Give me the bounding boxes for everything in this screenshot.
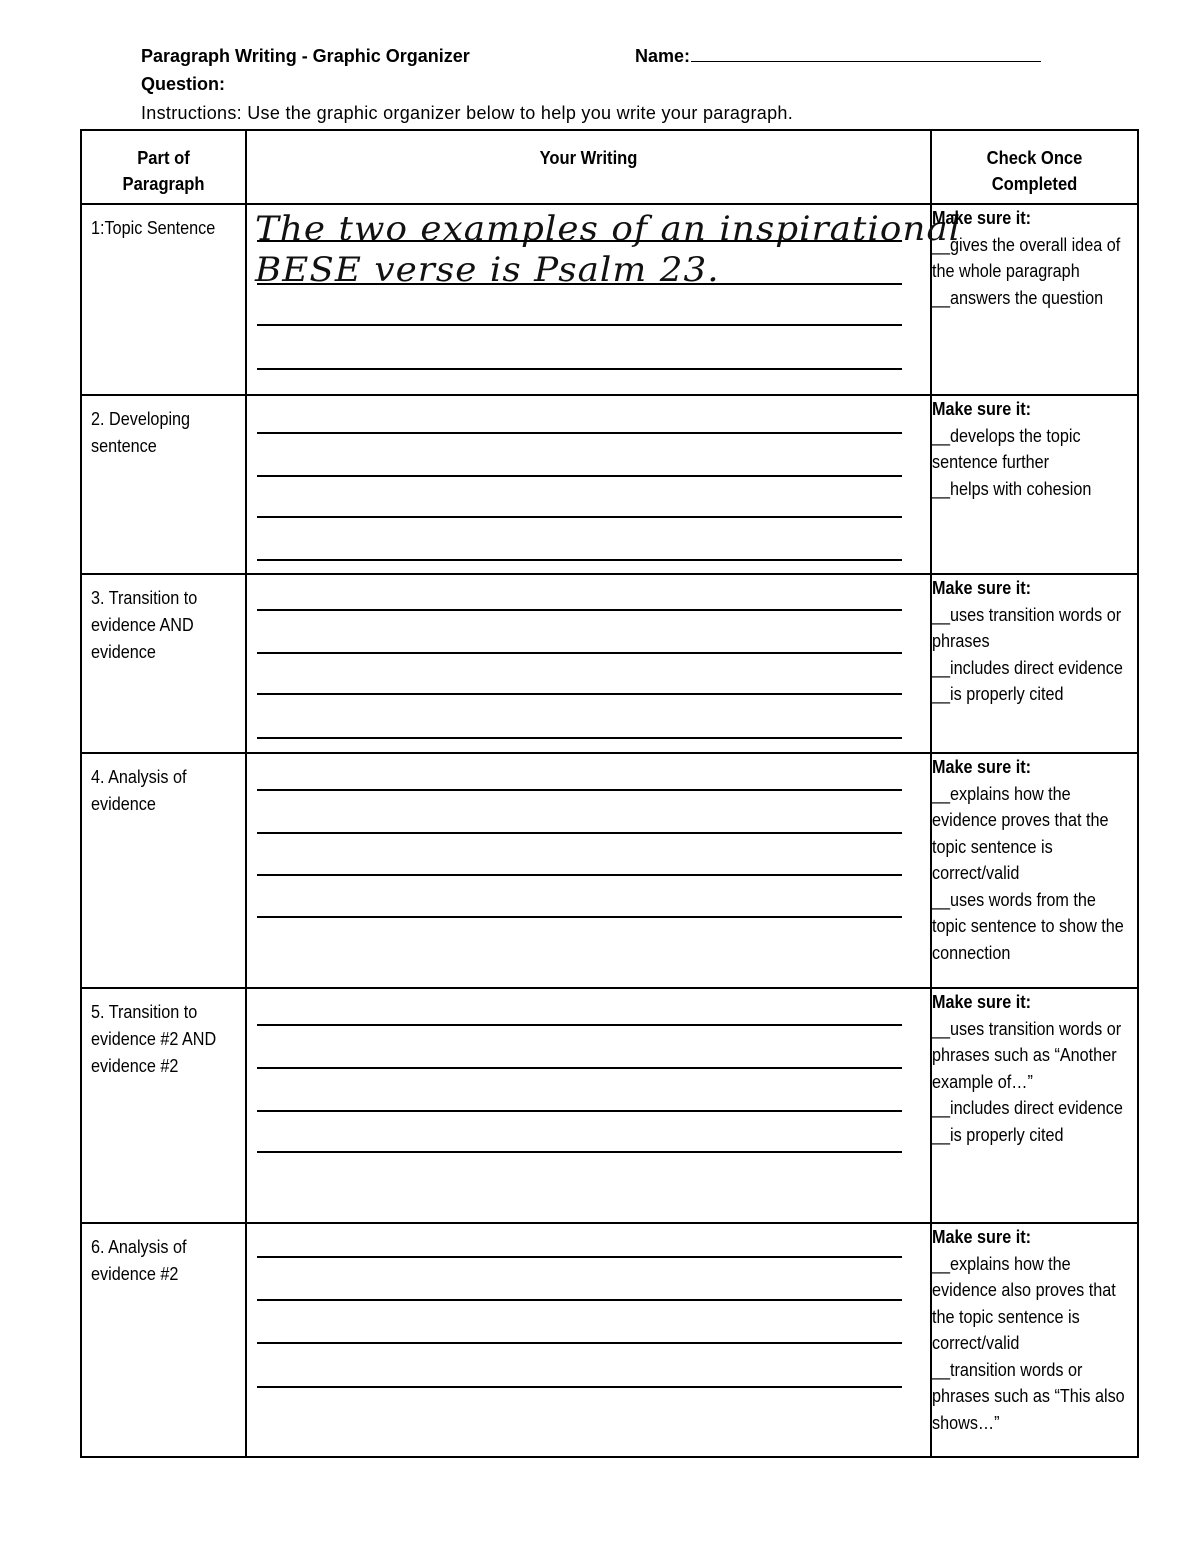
writing-line[interactable] xyxy=(257,874,902,876)
part-cell xyxy=(81,204,246,395)
writing-line[interactable] xyxy=(257,516,902,518)
writing-line[interactable] xyxy=(257,283,902,285)
checklist-cell xyxy=(931,988,1138,1223)
writing-line[interactable] xyxy=(257,693,902,695)
table-row xyxy=(81,753,1138,988)
writing-line[interactable] xyxy=(257,1386,902,1388)
writing-line[interactable] xyxy=(257,1024,902,1026)
checklist-title: Make sure it: xyxy=(932,208,1032,228)
graphic-organizer-table xyxy=(80,129,1139,1458)
checklist-item[interactable]: __transition words or phrases such as “This also shows…” xyxy=(932,1359,1125,1433)
page-title: Paragraph Writing - Graphic Organizer xyxy=(141,46,470,66)
writing-area[interactable] xyxy=(246,988,931,1223)
writing-line[interactable] xyxy=(257,652,902,654)
checklist-item[interactable]: __uses transition words or phrases xyxy=(932,604,1122,651)
part-label: 3. Transition to evidence AND evidence xyxy=(91,588,198,662)
part-cell xyxy=(81,574,246,753)
table-row xyxy=(81,574,1138,753)
checklist-item[interactable]: __explains how the evidence proves that the topic sentence is correct/valid xyxy=(932,783,1109,883)
writing-line[interactable] xyxy=(257,432,902,434)
writing-line[interactable] xyxy=(257,475,902,477)
header-part-of-paragraph: Part of Paragraph xyxy=(81,130,246,204)
writing-line[interactable] xyxy=(257,832,902,834)
table-row xyxy=(81,204,1138,395)
checklist-cell xyxy=(931,1223,1138,1457)
handwritten-line: The two examples of an inspirational xyxy=(255,209,962,249)
writing-area[interactable] xyxy=(246,574,931,753)
part-label: 4. Analysis of evidence xyxy=(91,767,187,814)
writing-line[interactable] xyxy=(257,1151,902,1153)
name-field[interactable] xyxy=(635,46,1041,67)
checklist-item[interactable]: __is properly cited xyxy=(932,684,1064,704)
handwritten-line: BESE verse is Psalm 23. xyxy=(255,250,720,290)
writing-line[interactable] xyxy=(257,737,902,739)
header-check-once-completed: Check Once Completed xyxy=(931,130,1138,204)
writing-line[interactable] xyxy=(257,240,902,242)
writing-line[interactable] xyxy=(257,559,902,561)
part-cell xyxy=(81,1223,246,1457)
writing-line[interactable] xyxy=(257,368,902,370)
writing-line[interactable] xyxy=(257,916,902,918)
part-label: 5. Transition to evidence #2 AND evidence #2 xyxy=(91,1002,217,1076)
writing-line[interactable] xyxy=(257,324,902,326)
checklist-item[interactable]: __uses transition words or phrases such as “Another example of…” xyxy=(932,1018,1122,1092)
checklist-item[interactable]: __answers the question xyxy=(932,287,1104,308)
writing-line[interactable] xyxy=(257,1110,902,1112)
header-your-writing: Your Writing xyxy=(246,130,931,204)
checklist-item[interactable]: __helps with cohesion xyxy=(932,478,1092,499)
checklist-title: Make sure it: xyxy=(932,992,1032,1012)
checklist-title: Make sure it: xyxy=(932,578,1032,598)
table-header-row xyxy=(81,130,1138,204)
writing-line[interactable] xyxy=(257,1067,902,1069)
checklist-item[interactable]: __includes direct evidence xyxy=(932,657,1123,678)
question-label: Question: xyxy=(141,74,225,94)
checklist-title: Make sure it: xyxy=(932,1227,1032,1247)
table-row xyxy=(81,395,1138,574)
checklist-item[interactable]: __develops the topic sentence further xyxy=(932,425,1081,472)
writing-line[interactable] xyxy=(257,1342,902,1344)
writing-area[interactable] xyxy=(246,753,931,988)
part-cell xyxy=(81,988,246,1223)
checklist-cell xyxy=(931,753,1138,988)
part-label: 2. Developing sentence xyxy=(91,409,191,456)
checklist-item[interactable]: __gives the overall idea of the whole paragraph xyxy=(932,234,1121,281)
table-row xyxy=(81,988,1138,1223)
checklist-title: Make sure it: xyxy=(932,399,1032,419)
checklist-title: Make sure it: xyxy=(932,757,1032,777)
checklist-item[interactable]: __is properly cited xyxy=(932,1124,1064,1145)
checklist-cell xyxy=(931,574,1138,753)
part-label: 6. Analysis of evidence #2 xyxy=(91,1237,187,1284)
table-row xyxy=(81,1223,1138,1457)
writing-area[interactable] xyxy=(246,395,931,574)
part-cell xyxy=(81,395,246,574)
checklist-item[interactable]: __uses words from the topic sentence to show the connection xyxy=(932,889,1124,963)
checklist-item[interactable]: __includes direct evidence xyxy=(932,1098,1123,1118)
writing-area[interactable] xyxy=(246,204,962,395)
name-label: Name: xyxy=(635,46,691,66)
part-label: 1:Topic Sentence xyxy=(91,218,216,238)
instructions-text: Instructions: Use the graphic organizer below to help you write your paragraph. xyxy=(141,103,794,123)
writing-line[interactable] xyxy=(257,1256,902,1258)
writing-line[interactable] xyxy=(257,789,902,791)
name-blank-line[interactable] xyxy=(691,47,1041,62)
checklist-cell xyxy=(931,204,1138,395)
writing-line[interactable] xyxy=(257,609,902,611)
part-cell xyxy=(81,753,246,988)
writing-area[interactable] xyxy=(246,1223,931,1457)
writing-line[interactable] xyxy=(257,1299,902,1301)
checklist-item[interactable]: __explains how the evidence also proves that the topic sentence is correct/valid xyxy=(932,1253,1116,1353)
checklist-cell xyxy=(931,395,1138,574)
